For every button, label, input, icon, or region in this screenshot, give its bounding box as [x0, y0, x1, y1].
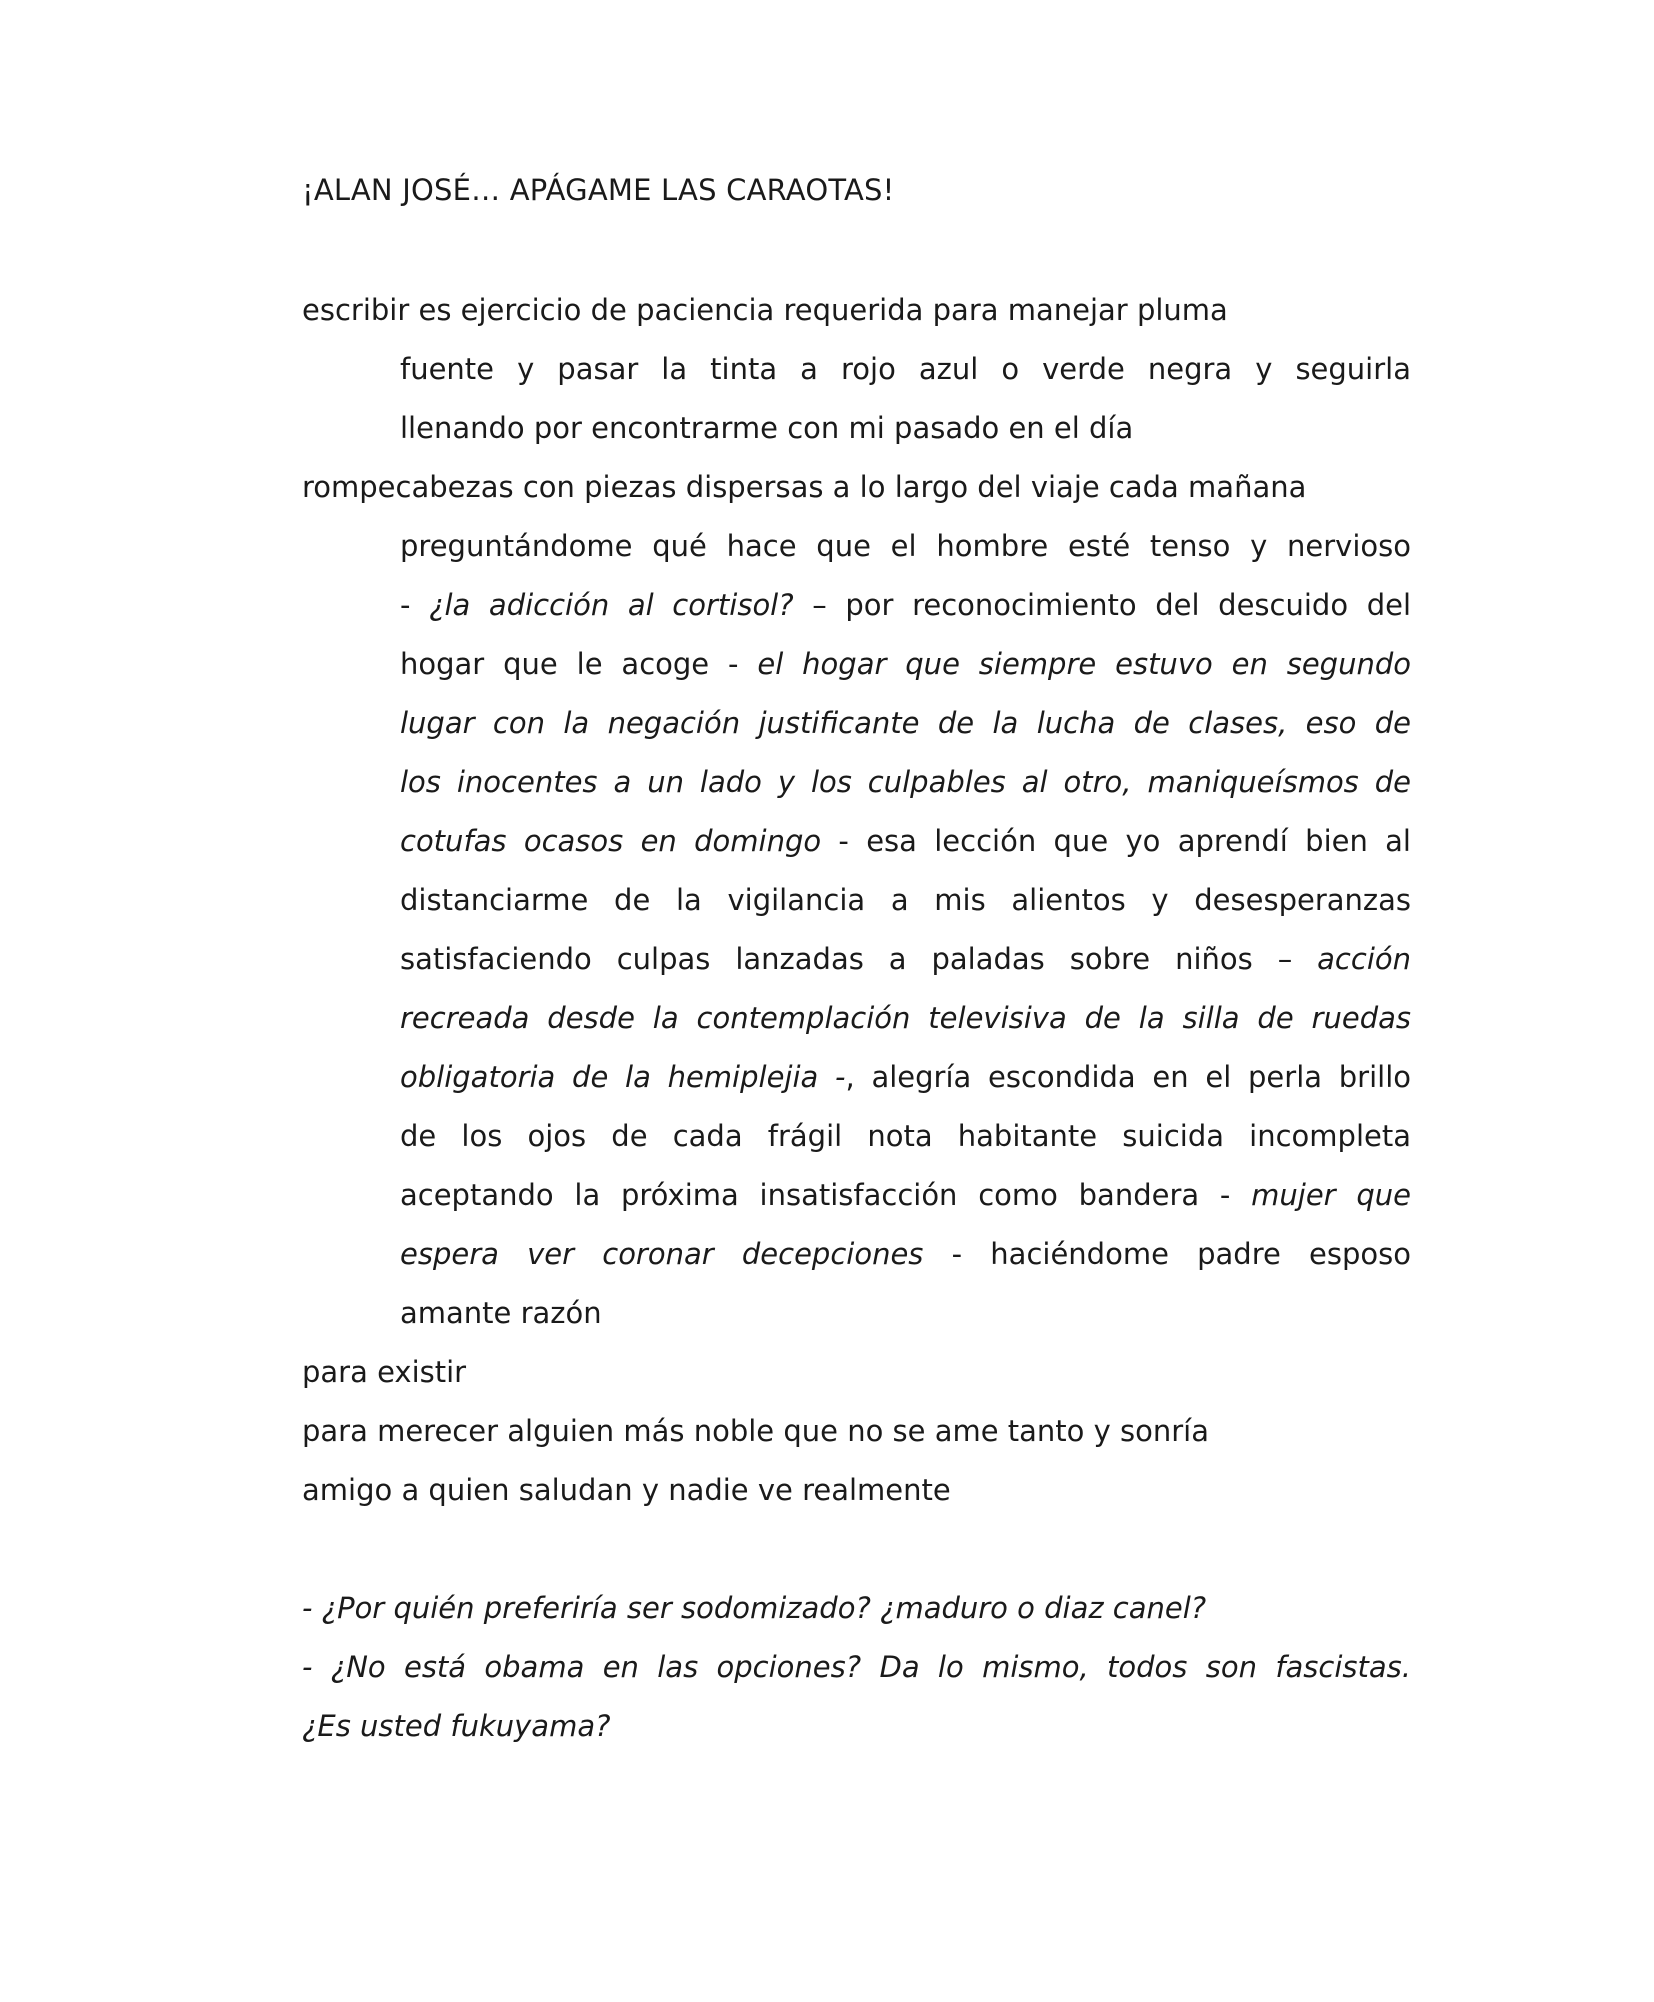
poem-line	[400, 1057, 1411, 1097]
dialogue-line	[302, 1647, 1411, 1687]
poem-line	[400, 998, 1411, 1038]
italic-text-segment: ¿la adicción al cortisol?	[429, 588, 794, 622]
poem-line	[400, 821, 1411, 861]
poem-line	[400, 1293, 602, 1333]
poem-line	[302, 1470, 951, 1510]
text-segment: -	[400, 588, 430, 622]
dialogue-line	[302, 1706, 610, 1746]
italic-text-segment: cotufas ocasos en domingo	[400, 824, 822, 858]
text-segment: preguntándome qué hace que el hombre esté tenso y nervioso	[400, 529, 1411, 563]
italic-text-segment: obligatoria de la hemiplejia -	[400, 1060, 846, 1094]
text-segment: para merecer alguien más noble que no se ame tanto y sonría	[302, 1414, 1210, 1448]
poem-line	[400, 644, 1411, 684]
italic-text-segment: los inocentes a un lado y los culpables al otro, maniqueísmos de	[400, 765, 1411, 799]
text-segment: hogar que le acoge -	[400, 647, 758, 681]
dialogue-line	[302, 1588, 1206, 1628]
poem-line	[302, 290, 1228, 330]
text-segment: fuente y pasar la tinta a rojo azul o verde negra y seguirla	[400, 352, 1411, 386]
poem-line	[400, 1175, 1411, 1215]
text-segment: aceptando la próxima insatisfacción como bandera -	[400, 1178, 1252, 1212]
italic-text-segment: lugar con la negación justificante de la lucha de clases, eso de	[400, 706, 1411, 740]
text-segment: satisfaciendo culpas lanzadas a paladas sobre niños –	[400, 942, 1318, 976]
italic-text-segment: recreada desde la contemplación televisiva de la silla de ruedas	[400, 1001, 1411, 1035]
italic-text-segment: mujer que	[1251, 1178, 1412, 1212]
text-segment: – por reconocimiento del descuido del	[793, 588, 1411, 622]
poem-line	[400, 1116, 1411, 1156]
poem-line	[400, 349, 1411, 389]
italic-text-segment: ¿Es usted fukuyama?	[302, 1709, 611, 1743]
italic-text-segment: - ¿Por quién preferiría ser sodomizado? ¿maduro o diaz canel?	[302, 1591, 1207, 1625]
text-segment: rompecabezas con piezas dispersas a lo largo del viaje cada mañana	[302, 470, 1307, 504]
poem-line	[302, 1352, 466, 1392]
poem-line	[400, 762, 1411, 802]
text-segment: amante razón	[400, 1296, 602, 1330]
poem-line	[400, 408, 1133, 448]
poem-line	[400, 526, 1411, 566]
poem-line	[400, 1234, 1411, 1274]
text-segment: - haciéndome padre esposo	[923, 1237, 1412, 1271]
text-segment: distanciarme de la vigilancia a mis alientos y desesperanzas	[400, 883, 1411, 917]
text-segment: escribir es ejercicio de paciencia requerida para manejar pluma	[302, 293, 1228, 327]
text-segment: amigo a quien saludan y nadie ve realmente	[302, 1473, 951, 1507]
text-segment: - esa lección que yo aprendí bien al	[821, 824, 1411, 858]
poem-line	[400, 703, 1411, 743]
poem-title: ¡ALAN JOSÉ… APÁGAME LAS CARAOTAS!	[302, 173, 895, 207]
text-segment: para existir	[302, 1355, 467, 1389]
text-segment: de los ojos de cada frágil nota habitante suicida incompleta	[400, 1119, 1411, 1153]
italic-text-segment: acción	[1317, 942, 1411, 976]
text-segment: llenando por encontrarme con mi pasado en el día	[400, 411, 1134, 445]
poem-line	[400, 939, 1411, 979]
italic-text-segment: - ¿No está obama en las opciones? Da lo mismo, todos son fascistas.	[302, 1650, 1411, 1684]
poem-line	[400, 585, 1411, 625]
italic-text-segment: el hogar que siempre estuvo en segundo	[757, 647, 1411, 681]
italic-text-segment: espera ver coronar decepciones	[400, 1237, 924, 1271]
poem-line	[400, 880, 1411, 920]
text-segment: , alegría escondida en el perla brillo	[845, 1060, 1411, 1094]
poem-line	[302, 1411, 1209, 1451]
poem-line	[302, 467, 1306, 507]
